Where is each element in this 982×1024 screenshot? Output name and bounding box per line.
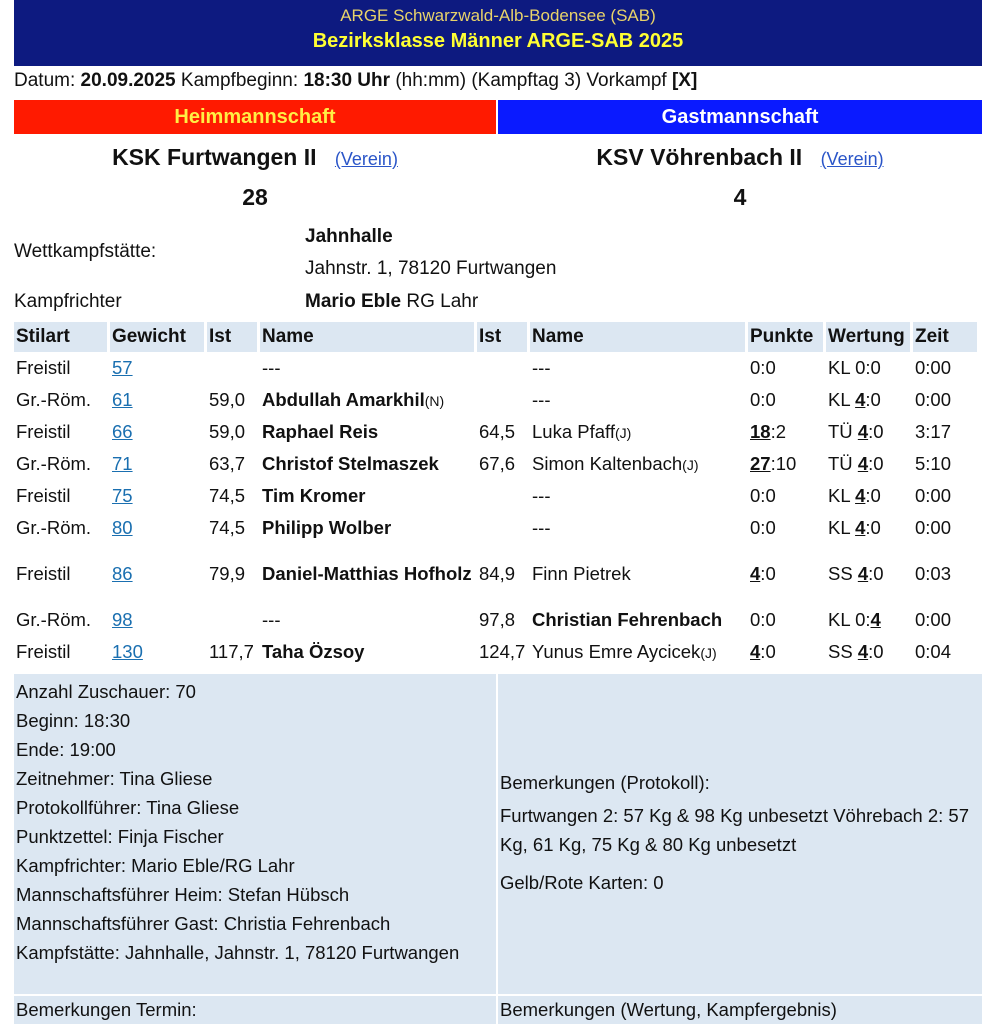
weight-home: 117,7 bbox=[209, 641, 254, 662]
league-header bbox=[14, 0, 982, 66]
stilart: Freistil bbox=[16, 485, 71, 506]
weight-link[interactable]: 61 bbox=[112, 389, 133, 410]
bout-time: 3:17 bbox=[915, 421, 952, 442]
remarks-panel bbox=[498, 674, 982, 994]
stilart: Gr.-Röm. bbox=[16, 453, 92, 474]
date-value: 20.09.2025 bbox=[80, 70, 176, 91]
score-guest: 0 bbox=[870, 389, 881, 410]
weight-home: 79,9 bbox=[209, 563, 246, 584]
points-home: 0 bbox=[750, 609, 761, 630]
wertung: SS 4:0 bbox=[828, 641, 884, 662]
wertung: SS 4:0 bbox=[828, 563, 884, 584]
wrestler-home-name: Tim Kromer bbox=[262, 485, 366, 506]
points-guest: 0 bbox=[765, 485, 776, 506]
wrestler-home-name: --- bbox=[262, 609, 281, 630]
score-home: 4 bbox=[857, 641, 869, 662]
points-guest: 0 bbox=[765, 357, 776, 378]
wrestler-guest bbox=[530, 448, 748, 480]
vorkampf-flag: [X] bbox=[671, 70, 698, 91]
weight-cell bbox=[110, 544, 207, 604]
table-header-row bbox=[14, 322, 980, 352]
table-row bbox=[14, 384, 980, 416]
points-home: 0 bbox=[750, 517, 761, 538]
win-type: KL bbox=[828, 517, 850, 538]
wrestler-guest-name: Christian Fehrenbach bbox=[532, 609, 723, 630]
weight-home: 63,7 bbox=[209, 453, 246, 474]
points-home: 4 bbox=[750, 563, 761, 584]
wrestler-guest-name: --- bbox=[532, 389, 551, 410]
wrestler-guest bbox=[530, 636, 748, 668]
col-zeit: Zeit bbox=[913, 322, 980, 352]
points-guest: 2 bbox=[775, 421, 787, 442]
table-row bbox=[14, 512, 980, 544]
info-line: Protokollführer: Tina Gliese bbox=[16, 797, 240, 818]
organization-title: ARGE Schwarzwald-Alb-Bodensee (SAB) bbox=[340, 6, 656, 25]
bout-time: 0:03 bbox=[915, 563, 952, 584]
venue-name: Jahnhalle bbox=[305, 226, 393, 247]
points-home: 27 bbox=[750, 453, 771, 474]
score-guest: 0 bbox=[870, 485, 881, 506]
score-guest: 4 bbox=[870, 609, 881, 630]
home-team-header: Heimmannschaft bbox=[14, 100, 496, 134]
stilart: Freistil bbox=[16, 357, 71, 378]
points: 0:0 bbox=[750, 389, 776, 410]
wrestler-home-name: Abdullah Amarkhil bbox=[262, 389, 425, 410]
table-row bbox=[14, 480, 980, 512]
referee-club: RG Lahr bbox=[401, 291, 479, 312]
table-row bbox=[14, 604, 980, 636]
venue-label: Wettkampfstätte: bbox=[14, 241, 157, 262]
wrestler-guest-name: Simon Kaltenbach bbox=[532, 453, 683, 474]
points: 27:10 bbox=[750, 453, 797, 474]
table-row bbox=[14, 544, 980, 604]
wrestler-home-name: Daniel-Matthias Hofholz bbox=[262, 563, 472, 584]
win-type: KL bbox=[828, 357, 850, 378]
score-home: 4 bbox=[857, 563, 869, 584]
info-line: Ende: 19:00 bbox=[16, 739, 116, 760]
referee-name: Mario Eble bbox=[305, 291, 402, 312]
guest-score: 4 bbox=[733, 184, 747, 210]
home-score: 28 bbox=[242, 184, 268, 210]
wrestler-guest-name: --- bbox=[532, 357, 551, 378]
points: 0:0 bbox=[750, 357, 776, 378]
points-home: 4 bbox=[750, 641, 761, 662]
protocol-info-panel bbox=[14, 674, 496, 994]
score-home: 4 bbox=[857, 421, 869, 442]
start-value: 18:30 Uhr bbox=[303, 70, 391, 91]
wrestler-home bbox=[260, 636, 477, 668]
bout-time: 5:10 bbox=[915, 453, 952, 474]
home-team bbox=[14, 144, 496, 171]
col-name-home: Name bbox=[260, 322, 477, 352]
bout-time: 0:00 bbox=[915, 609, 952, 630]
score-guest: 0 bbox=[873, 453, 884, 474]
guest-verein-link[interactable]: (Verein) bbox=[820, 149, 884, 169]
points-guest: 0 bbox=[765, 389, 776, 410]
weight-guest: 64,5 bbox=[479, 421, 516, 442]
win-type: TÜ bbox=[828, 421, 853, 442]
weight-link[interactable]: 86 bbox=[112, 563, 133, 584]
weight-guest bbox=[477, 384, 530, 416]
venue-address: Jahnstr. 1, 78120 Furtwangen bbox=[305, 258, 557, 279]
weight-link[interactable]: 80 bbox=[112, 517, 133, 538]
guest-team-header: Gastmannschaft bbox=[498, 100, 982, 134]
wrestler-home-name: Christof Stelmaszek bbox=[262, 453, 439, 474]
weight-cell bbox=[110, 448, 207, 480]
guest-team-name: KSV Vöhrenbach II bbox=[596, 144, 803, 170]
col-wertung: Wertung bbox=[826, 322, 913, 352]
points-guest: 10 bbox=[775, 453, 797, 474]
weight-home: 59,0 bbox=[209, 389, 246, 410]
wertung: TÜ 4:0 bbox=[828, 453, 884, 474]
league-title: Bezirksklasse Männer ARGE-SAB 2025 bbox=[312, 30, 684, 52]
wrestler-guest-name: --- bbox=[532, 485, 551, 506]
points: 0:0 bbox=[750, 609, 776, 630]
info-line: Mannschaftsführer Gast: Christia Fehrenbach bbox=[16, 913, 391, 934]
weight-cell bbox=[110, 604, 207, 636]
weight-home: 74,5 bbox=[209, 485, 246, 506]
score-guest: 0 bbox=[870, 357, 881, 378]
points-home: 0 bbox=[750, 357, 761, 378]
points-home: 0 bbox=[750, 485, 761, 506]
weight-cell bbox=[110, 416, 207, 448]
cards-count: Gelb/Rote Karten: 0 bbox=[500, 872, 664, 893]
score-home: 4 bbox=[855, 517, 866, 538]
weight-cell bbox=[110, 480, 207, 512]
win-type: KL bbox=[828, 389, 850, 410]
weight-guest: 84,9 bbox=[479, 563, 516, 584]
wertung: KL 4:0 bbox=[828, 485, 881, 506]
wrestler-guest bbox=[530, 416, 748, 448]
table-row bbox=[14, 352, 980, 384]
wrestler-home bbox=[260, 512, 477, 544]
points-guest: 0 bbox=[765, 517, 776, 538]
wrestler-home bbox=[260, 604, 477, 636]
wrestler-guest-name: --- bbox=[532, 517, 551, 538]
wrestler-guest bbox=[530, 604, 748, 636]
points: 0:0 bbox=[750, 485, 776, 506]
wrestler-guest bbox=[530, 352, 748, 384]
wrestler-home bbox=[260, 416, 477, 448]
match-meta bbox=[14, 70, 697, 92]
stilart: Freistil bbox=[16, 641, 71, 662]
wrestler-guest bbox=[530, 384, 748, 416]
bouts-table bbox=[14, 322, 980, 668]
wrestler-home bbox=[260, 480, 477, 512]
stilart: Gr.-Röm. bbox=[16, 517, 92, 538]
win-type: SS bbox=[828, 563, 853, 584]
info-line: Anzahl Zuschauer: 70 bbox=[16, 681, 196, 702]
wrestler-guest-name: Yunus Emre Aycicek bbox=[532, 641, 701, 662]
col-ist-home: Ist bbox=[207, 322, 260, 352]
score-guest: 0 bbox=[873, 421, 884, 442]
weight-link[interactable]: 130 bbox=[112, 641, 143, 662]
table-row bbox=[14, 416, 980, 448]
remarks-title: Bemerkungen (Protokoll): bbox=[500, 772, 710, 793]
bout-time: 0:00 bbox=[915, 389, 952, 410]
points-guest: 0 bbox=[765, 609, 776, 630]
wrestler-home-name: Raphael Reis bbox=[262, 421, 379, 442]
score-home: 4 bbox=[857, 453, 869, 474]
weight-home: 74,5 bbox=[209, 517, 246, 538]
home-verein-link[interactable]: (Verein) bbox=[334, 149, 398, 169]
weight-home: 59,0 bbox=[209, 421, 246, 442]
info-line: Zeitnehmer: Tina Gliese bbox=[16, 768, 213, 789]
wrestler-home bbox=[260, 352, 477, 384]
points: 0:0 bbox=[750, 517, 776, 538]
col-stilart: Stilart bbox=[14, 322, 110, 352]
col-punkte: Punkte bbox=[748, 322, 826, 352]
weight-guest: 67,6 bbox=[479, 453, 516, 474]
points: 18:2 bbox=[750, 421, 787, 442]
table-row bbox=[14, 636, 980, 668]
weight-home bbox=[207, 604, 260, 636]
wrestler-home-tag: (N) bbox=[424, 393, 445, 409]
wrestler-guest-tag: (J) bbox=[700, 645, 717, 661]
referee-value bbox=[305, 291, 478, 313]
weight-link[interactable]: 66 bbox=[112, 421, 133, 442]
wrestler-home-name: Philipp Wolber bbox=[262, 517, 392, 538]
weight-guest: 124,7 bbox=[479, 641, 526, 662]
bout-time: 0:04 bbox=[915, 641, 952, 662]
points-home: 18 bbox=[750, 421, 771, 442]
win-type: TÜ bbox=[828, 453, 853, 474]
stilart: Gr.-Röm. bbox=[16, 609, 92, 630]
stilart: Freistil bbox=[16, 563, 71, 584]
wertung: KL 4:0 bbox=[828, 389, 881, 410]
info-line: Kampfrichter: Mario Eble/RG Lahr bbox=[16, 855, 295, 876]
wrestler-guest bbox=[530, 544, 748, 604]
bout-time: 0:00 bbox=[915, 485, 952, 506]
guest-team bbox=[498, 144, 982, 171]
weight-link[interactable]: 57 bbox=[112, 357, 133, 378]
schedule-remarks: Bemerkungen Termin: bbox=[14, 996, 496, 1024]
info-line: Mannschaftsführer Heim: Stefan Hübsch bbox=[16, 884, 350, 905]
col-ist-guest: Ist bbox=[477, 322, 530, 352]
wrestler-home-name: --- bbox=[262, 357, 281, 378]
table-row bbox=[14, 448, 980, 480]
home-team-name: KSK Furtwangen II bbox=[112, 144, 317, 170]
wertung: KL 0:4 bbox=[828, 609, 881, 630]
score-home: 0 bbox=[855, 609, 866, 630]
wrestler-home-name: Taha Özsoy bbox=[262, 641, 365, 662]
remarks-text: Furtwangen 2: 57 Kg & 98 Kg unbesetzt Vöhrebach 2: 57 Kg, 61 Kg, 75 Kg & 80 Kg unbesetzt bbox=[500, 805, 969, 855]
weight-link[interactable]: 71 bbox=[112, 453, 133, 474]
weight-guest: 97,8 bbox=[479, 609, 516, 630]
weight-cell bbox=[110, 384, 207, 416]
points-home: 0 bbox=[750, 389, 761, 410]
wrestler-home bbox=[260, 384, 477, 416]
weight-cell bbox=[110, 636, 207, 668]
meta-rest: (hh:mm) (Kampftag 3) Vorkampf bbox=[390, 70, 672, 91]
score-guest: 0 bbox=[870, 517, 881, 538]
weight-guest bbox=[477, 352, 530, 384]
wrestler-guest-tag: (J) bbox=[682, 457, 699, 473]
referee-label: Kampfrichter bbox=[14, 291, 122, 312]
score-home: 0 bbox=[855, 357, 866, 378]
wertung: TÜ 4:0 bbox=[828, 421, 884, 442]
points: 4:0 bbox=[750, 641, 776, 662]
wrestler-guest bbox=[530, 480, 748, 512]
score-guest: 0 bbox=[873, 641, 884, 662]
win-type: KL bbox=[828, 609, 850, 630]
bout-time: 0:00 bbox=[915, 517, 952, 538]
result-remarks: Bemerkungen (Wertung, Kampfergebnis) bbox=[498, 996, 982, 1024]
score-guest: 0 bbox=[873, 563, 884, 584]
weight-cell bbox=[110, 512, 207, 544]
wrestler-home bbox=[260, 544, 477, 604]
win-type: KL bbox=[828, 485, 850, 506]
stilart: Gr.-Röm. bbox=[16, 389, 92, 410]
weight-link[interactable]: 75 bbox=[112, 485, 133, 506]
wrestler-guest bbox=[530, 512, 748, 544]
wrestler-home bbox=[260, 448, 477, 480]
weight-cell bbox=[110, 352, 207, 384]
weight-link[interactable]: 98 bbox=[112, 609, 133, 630]
stilart: Freistil bbox=[16, 421, 71, 442]
bout-time: 0:00 bbox=[915, 357, 952, 378]
points: 4:0 bbox=[750, 563, 776, 584]
weight-guest bbox=[477, 512, 530, 544]
score-home: 4 bbox=[855, 389, 866, 410]
info-line: Kampfstätte: Jahnhalle, Jahnstr. 1, 78120 Furtwangen bbox=[16, 942, 460, 963]
points-guest: 0 bbox=[765, 563, 776, 584]
info-line: Beginn: 18:30 bbox=[16, 710, 131, 731]
score-home: 4 bbox=[855, 485, 866, 506]
col-gewicht: Gewicht bbox=[110, 322, 207, 352]
wrestler-guest-name: Finn Pietrek bbox=[532, 563, 631, 584]
col-name-guest: Name bbox=[530, 322, 748, 352]
win-type: SS bbox=[828, 641, 853, 662]
weight-guest bbox=[477, 480, 530, 512]
date-label: Datum: bbox=[14, 70, 81, 91]
wrestler-guest-name: Luka Pfaff bbox=[532, 421, 615, 442]
info-line: Punktzettel: Finja Fischer bbox=[16, 826, 224, 847]
points-guest: 0 bbox=[765, 641, 776, 662]
wertung: KL 4:0 bbox=[828, 517, 881, 538]
start-label: Kampfbeginn: bbox=[175, 70, 304, 91]
wrestler-guest-tag: (J) bbox=[614, 425, 632, 441]
weight-home bbox=[207, 352, 260, 384]
wertung: KL 0:0 bbox=[828, 357, 881, 378]
